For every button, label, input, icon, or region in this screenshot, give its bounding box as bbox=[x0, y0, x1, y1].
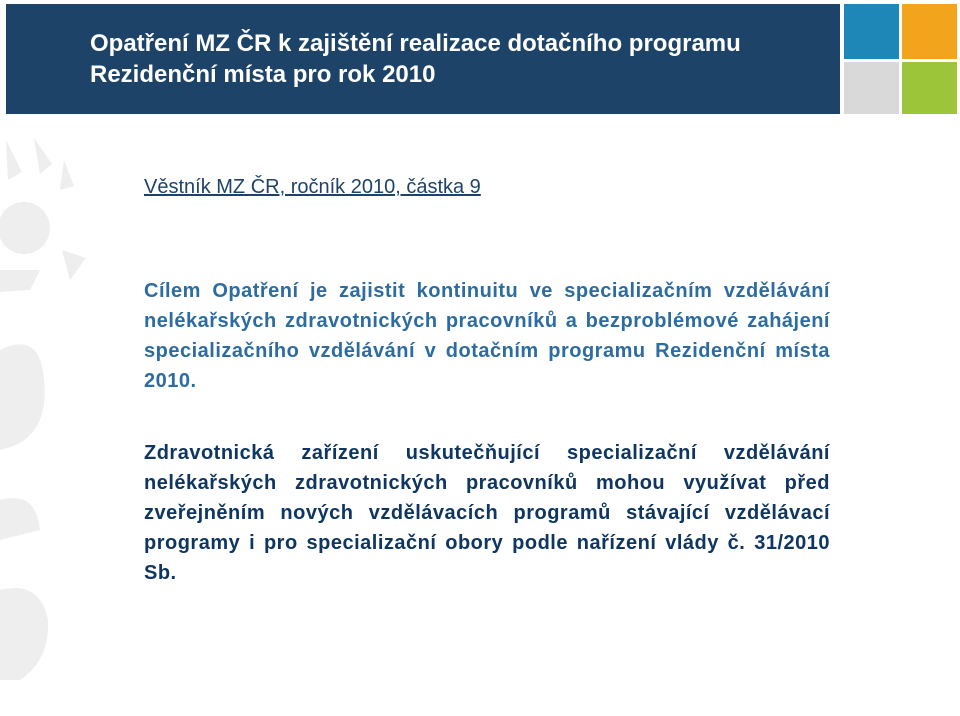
page-title bbox=[90, 28, 830, 90]
tile-orange bbox=[902, 4, 957, 59]
paragraph-facilities: Zdravotnická zařízení uskutečňující specializační vzdělávání nelékařských zdravotnických pracovníků mohou využívat před zveřejněním nových vzdělávacích programů stávající vzdělávací programy i pro specializační obory podle nařízení vlády č. 31/2010 Sb. bbox=[144, 442, 830, 584]
vestnik-link[interactable]: Věstník MZ ČR, ročník 2010, částka 9 bbox=[144, 176, 481, 198]
decorative-logo-watermark bbox=[0, 120, 110, 716]
tile-blue bbox=[844, 4, 899, 59]
paragraph-goal: Cílem Opatření je zajistit kontinuitu ve specializačním vzdělávání nelékařských zdravotnických pracovníků a bezproblémové zahájení specializačního vzdělávání v dotačním programu Rezidenční místa 2010. bbox=[144, 280, 830, 392]
page-title-line-2: Rezidenční místa pro rok 2010 bbox=[90, 61, 436, 88]
page-title-line-1: Opatření MZ ČR k zajištění realizace dotačního programu bbox=[90, 30, 741, 57]
tile-green bbox=[902, 62, 957, 114]
header-bar bbox=[6, 4, 840, 114]
tile-grey bbox=[844, 62, 899, 114]
